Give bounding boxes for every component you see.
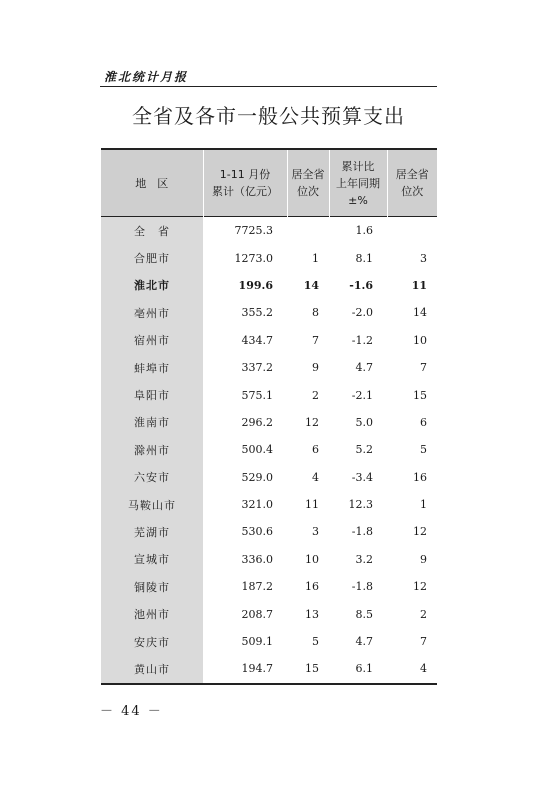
cumulative-cell: 509.1 xyxy=(241,635,273,649)
region-cell: 滁州市 xyxy=(101,436,203,463)
rank-cumulative-cell: 1 xyxy=(312,251,319,265)
cumulative-cell: 296.2 xyxy=(241,415,273,429)
rank-yoy-cell: 12 xyxy=(413,525,427,539)
cumulative-cell: 1273.0 xyxy=(234,251,273,265)
rank-yoy-cell: 1 xyxy=(420,498,427,512)
rank-cumulative-cell: 16 xyxy=(305,580,319,594)
cumulative-cell: 336.0 xyxy=(241,552,273,566)
region-cell: 芜湖市 xyxy=(101,518,203,545)
region-cell: 淮南市 xyxy=(101,409,203,436)
column-header-region: 地 区 xyxy=(101,149,203,217)
region-cell: 合肥市 xyxy=(101,244,203,271)
yoy-cell: 6.1 xyxy=(355,662,373,676)
rank-yoy-cell: 14 xyxy=(413,306,427,320)
rank-cumulative-cell: 10 xyxy=(305,552,319,566)
region-cell: 宿州市 xyxy=(101,327,203,354)
cumulative-cell: 355.2 xyxy=(241,306,273,320)
rank-cumulative-cell: 15 xyxy=(305,662,319,676)
rank-yoy-cell xyxy=(387,217,437,245)
rank-yoy-cell: 7 xyxy=(420,361,427,375)
table-row xyxy=(101,381,437,408)
table-row xyxy=(101,244,437,271)
cumulative-cell: 208.7 xyxy=(241,607,273,621)
table-row xyxy=(101,518,437,545)
yoy-cell: -2.1 xyxy=(351,388,373,402)
table-row xyxy=(101,600,437,627)
cumulative-cell: 530.6 xyxy=(241,525,273,539)
yoy-cell: 4.7 xyxy=(355,635,373,649)
region-cell: 亳州市 xyxy=(101,299,203,326)
region-cell: 淮北市 xyxy=(101,272,203,299)
rank-yoy-cell: 4 xyxy=(420,662,427,676)
rank-yoy-cell: 2 xyxy=(420,607,427,621)
rank-cumulative-cell: 8 xyxy=(312,306,319,320)
rank-cumulative-cell: 7 xyxy=(312,333,319,347)
rank-yoy-cell: 10 xyxy=(413,333,427,347)
cumulative-cell: 575.1 xyxy=(241,388,273,402)
region-cell: 六安市 xyxy=(101,464,203,491)
rank-yoy-cell: 9 xyxy=(420,552,427,566)
yoy-cell: 3.2 xyxy=(355,552,373,566)
yoy-cell: 4.7 xyxy=(355,361,373,375)
cumulative-cell: 434.7 xyxy=(241,333,273,347)
table-row xyxy=(101,327,437,354)
cumulative-cell: 500.4 xyxy=(241,443,273,457)
table-row xyxy=(101,354,437,381)
rank-yoy-cell: 5 xyxy=(420,443,427,457)
column-header-rank-cumulative: 居全省 位次 xyxy=(287,149,329,217)
table-row xyxy=(101,546,437,573)
page-title: 全省及各市一般公共预算支出 xyxy=(132,104,405,128)
rank-yoy-cell: 15 xyxy=(413,388,427,402)
yoy-cell: 5.0 xyxy=(355,415,373,429)
region-cell: 阜阳市 xyxy=(101,381,203,408)
yoy-cell: 1.6 xyxy=(355,224,373,238)
region-cell: 池州市 xyxy=(101,600,203,627)
cumulative-cell: 7725.3 xyxy=(234,224,273,238)
rank-cumulative-cell: 5 xyxy=(312,635,319,649)
yoy-cell: -3.4 xyxy=(351,470,373,484)
header-rule xyxy=(100,86,437,87)
rank-cumulative-cell: 3 xyxy=(312,525,319,539)
rank-yoy-cell: 3 xyxy=(420,251,427,265)
region-cell: 蚌埠市 xyxy=(101,354,203,381)
region-cell: 安庆市 xyxy=(101,628,203,655)
rank-cumulative-cell: 13 xyxy=(305,607,319,621)
table-row xyxy=(101,628,437,655)
table-row xyxy=(101,491,437,518)
table-row xyxy=(101,217,437,245)
table-row xyxy=(101,409,437,436)
yoy-cell: 12.3 xyxy=(348,498,373,512)
report-header-title: 淮北统计月报 xyxy=(104,70,189,84)
table-row xyxy=(101,573,437,600)
rank-yoy-cell: 12 xyxy=(413,580,427,594)
rank-cumulative-cell: 11 xyxy=(305,498,319,512)
rank-cumulative-cell: 6 xyxy=(312,443,319,457)
rank-yoy-cell: 6 xyxy=(420,415,427,429)
table-header-row xyxy=(101,149,437,217)
yoy-cell: -2.0 xyxy=(351,306,373,320)
cumulative-cell: 199.6 xyxy=(238,278,273,292)
table-row xyxy=(101,299,437,326)
cumulative-cell: 194.7 xyxy=(241,662,273,676)
yoy-cell: 8.1 xyxy=(355,251,373,265)
region-cell: 黄山市 xyxy=(101,655,203,683)
yoy-cell: 5.2 xyxy=(355,443,373,457)
column-header-yoy: 累计比 上年同期 ±% xyxy=(329,149,387,217)
rank-yoy-cell: 7 xyxy=(420,635,427,649)
yoy-cell: -1.8 xyxy=(351,525,373,539)
yoy-cell: 8.5 xyxy=(355,607,373,621)
table-row xyxy=(101,436,437,463)
rank-cumulative-cell: 4 xyxy=(312,470,319,484)
yoy-cell: -1.6 xyxy=(349,278,373,292)
page-number: － 44 － xyxy=(100,704,163,719)
region-cell: 全 省 xyxy=(101,217,203,245)
table-row xyxy=(101,464,437,491)
rank-cumulative-cell: 2 xyxy=(312,388,319,402)
cumulative-cell: 321.0 xyxy=(241,498,273,512)
region-cell: 宣城市 xyxy=(101,546,203,573)
cumulative-cell: 187.2 xyxy=(241,580,273,594)
budget-expenditure-table xyxy=(101,148,437,685)
column-header-rank-yoy: 居全省 位次 xyxy=(387,149,437,217)
column-header-cumulative: 1-11 月份 累计（亿元） xyxy=(203,149,287,217)
yoy-cell: -1.2 xyxy=(351,333,373,347)
table-row xyxy=(101,272,437,299)
rank-yoy-cell: 11 xyxy=(411,278,427,292)
yoy-cell: -1.8 xyxy=(351,580,373,594)
rank-cumulative-cell: 9 xyxy=(312,361,319,375)
cumulative-cell: 337.2 xyxy=(241,361,273,375)
rank-cumulative-cell: 14 xyxy=(303,278,319,292)
rank-cumulative-cell: 12 xyxy=(305,415,319,429)
table-row xyxy=(101,655,437,683)
rank-cumulative-cell xyxy=(287,217,329,245)
region-cell: 马鞍山市 xyxy=(101,491,203,518)
rank-yoy-cell: 16 xyxy=(413,470,427,484)
cumulative-cell: 529.0 xyxy=(241,470,273,484)
region-cell: 铜陵市 xyxy=(101,573,203,600)
